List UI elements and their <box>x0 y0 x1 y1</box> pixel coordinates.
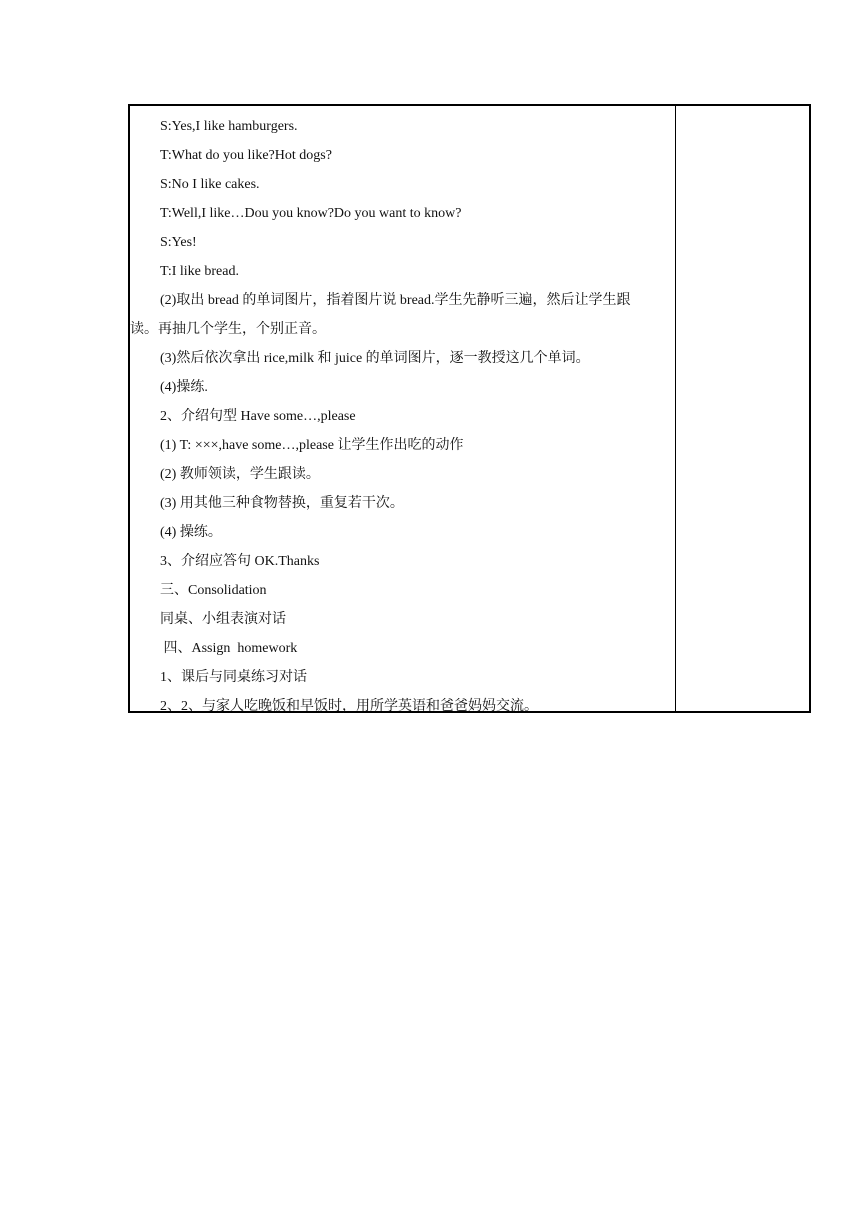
notes-cell <box>676 106 809 711</box>
step-line: 2、2、与家人吃晚饭和早饭时，用所学英语和爸爸妈妈交流。 <box>160 699 538 714</box>
lesson-plan-table <box>128 104 811 713</box>
step-line-continued: 读。再抽几个学生，个别正音。 <box>130 322 326 337</box>
section-heading: 四、Assign homework <box>160 641 298 656</box>
step-line: (2) 教师领读，学生跟读。 <box>160 467 320 482</box>
section-line: 2、介绍句型 Have some…,please <box>160 409 356 424</box>
section-line: 3、介绍应答句 OK.Thanks <box>160 554 320 569</box>
dialogue-line: T:I like bread. <box>160 264 239 279</box>
dialogue-line: S:Yes! <box>160 235 197 250</box>
step-line: (2)取出 bread 的单词图片，指着图片说 bread.学生先静听三遍，然后让学生跟 <box>160 293 631 308</box>
section-heading: 三、Consolidation <box>160 583 267 598</box>
dialogue-line: T:What do you like?Hot dogs? <box>160 148 332 163</box>
step-line: (1) T: ×××,have some…,please 让学生作出吃的动作 <box>160 438 464 453</box>
step-line: (3) 用其他三种食物替换，重复若干次。 <box>160 496 404 511</box>
step-line: (4) 操练。 <box>160 525 222 540</box>
procedure-cell <box>130 106 676 714</box>
dialogue-line: S:Yes,I like hamburgers. <box>160 119 298 134</box>
step-line: (3)然后依次拿出 rice,milk 和 juice 的单词图片，逐一教授这几个单词。 <box>160 351 590 366</box>
dialogue-line: T:Well,I like…Dou you know?Do you want to know? <box>160 206 462 221</box>
dialogue-line: S:No I like cakes. <box>160 177 260 192</box>
step-line: 1、课后与同桌练习对话 <box>160 670 307 685</box>
step-line: 同桌、小组表演对话 <box>160 612 286 627</box>
step-line: (4)操练. <box>160 380 208 395</box>
